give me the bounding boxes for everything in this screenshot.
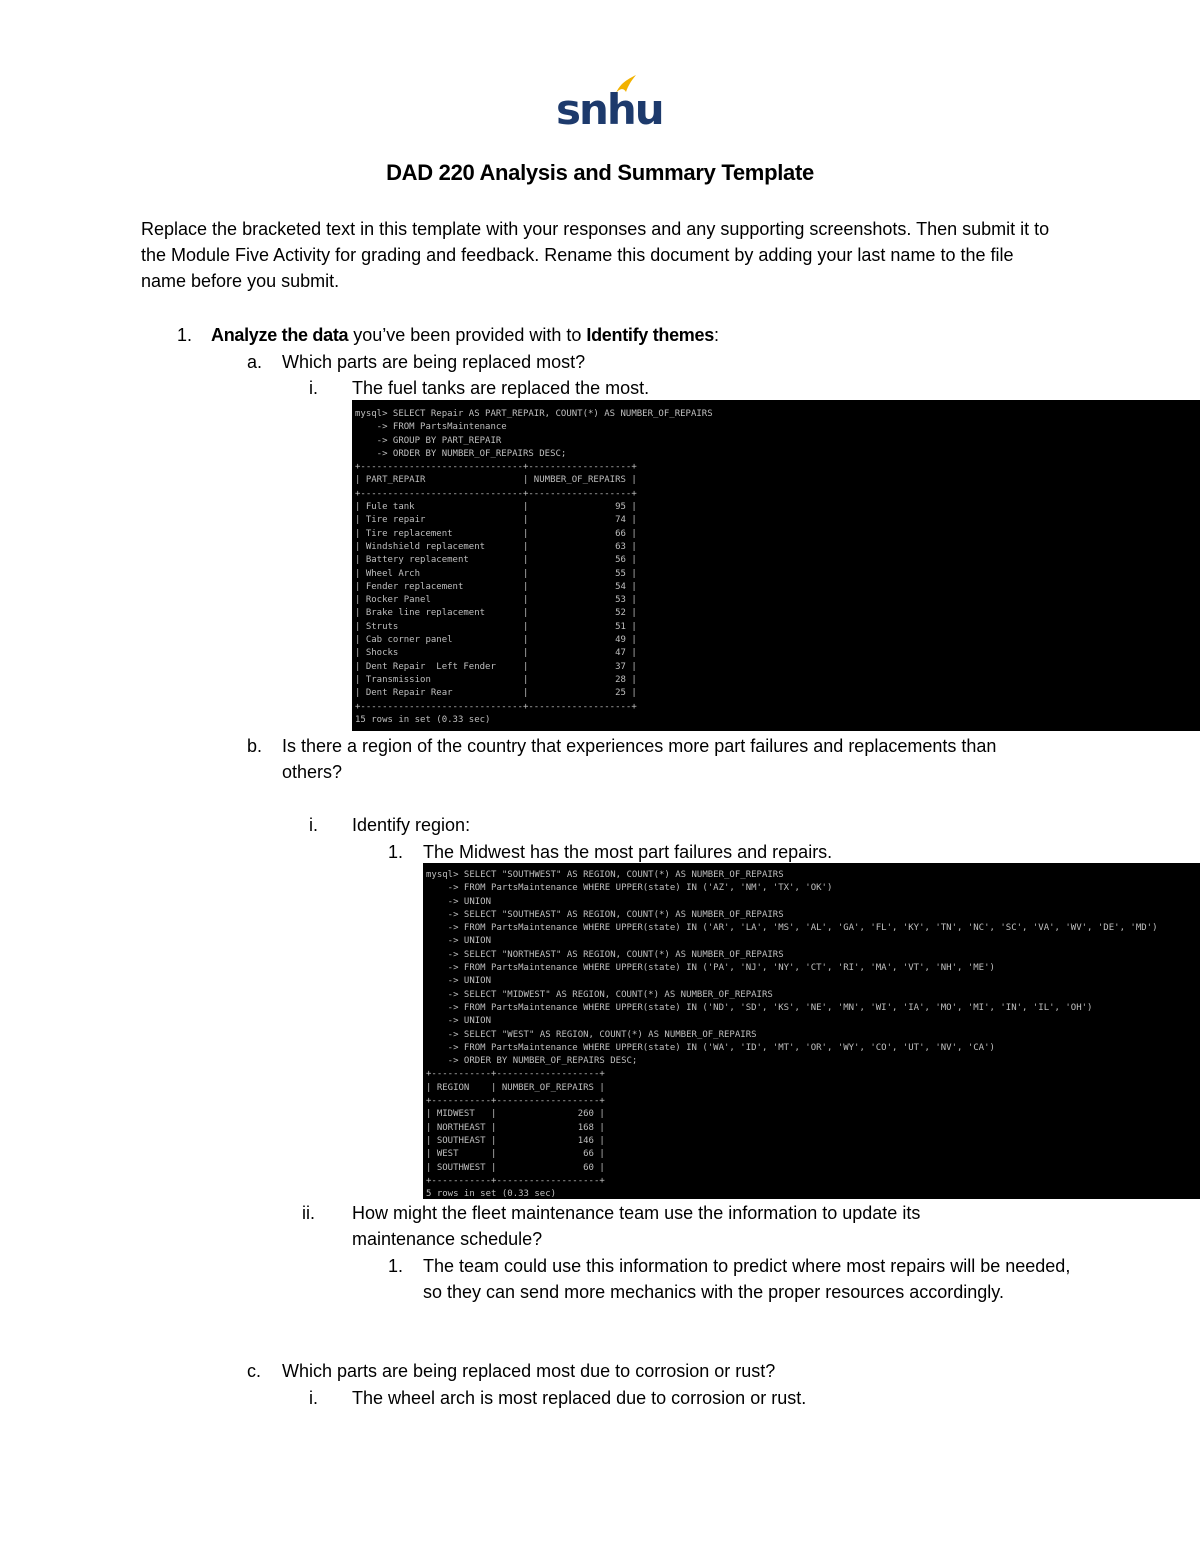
terminal-line: +------------------------------+-------------------+ [355,488,637,499]
terminal-line: | Shocks | 47 | [355,648,637,659]
terminal-line: 5 rows in set (0.33 sec) [426,1189,557,1199]
terminal-line: -> FROM PartsMaintenance WHERE UPPER(state) IN ('PA', 'NJ', 'NY', 'CT', 'RI', 'MA', 'VT', 'NH', 'ME') [426,963,995,974]
terminal-screenshot-regions [423,863,1200,1199]
terminal-line: | Struts | 51 | [355,621,637,632]
terminal-line: +-----------+-------------------+ [426,1175,605,1186]
terminal-line: -> GROUP BY PART_REPAIR [355,435,502,446]
qb-marker: b. [247,736,263,756]
snhu-logo [556,74,663,134]
terminal-line: | Tire replacement | 66 | [355,528,637,539]
terminal-line: | Windshield replacement | 63 | [355,541,637,552]
terminal-line: -> ORDER BY NUMBER_OF_REPAIRS DESC; [355,448,567,459]
terminal-line: mysql> SELECT "SOUTHWEST" AS REGION, COUNT(*) AS NUMBER_OF_REPAIRS [426,870,784,880]
terminal-line: | Fule tank | 95 | [355,502,637,513]
terminal-line: | NORTHEAST | 168 | [426,1122,605,1133]
terminal-line: | MIDWEST | 260 | [426,1109,605,1120]
terminal-line: -> UNION [426,1016,492,1027]
q1-mid-text: you’ve been provided with to [348,325,587,345]
qb-i-1-marker: 1. [388,842,404,862]
qa-question: Which parts are being replaced most? [282,352,586,372]
qc-answer: The wheel arch is most replaced due to corrosion or rust. [352,1388,807,1408]
qb-i-marker: i. [309,815,318,835]
qb-ii-marker: ii. [302,1203,315,1223]
terminal-line: | REGION | NUMBER_OF_REPAIRS | [426,1082,605,1093]
qb-i-text: Identify region: [352,815,471,835]
terminal-line: | Rocker Panel | 53 | [355,595,637,606]
terminal-line: | SOUTHWEST | 60 | [426,1162,605,1173]
terminal-line: -> ORDER BY NUMBER_OF_REPAIRS DESC; [426,1056,638,1067]
q1-bold-themes: Identify themes [586,325,714,345]
terminal-line: | Cab corner panel | 49 | [355,635,637,646]
terminal-line: +-----------+-------------------+ [426,1069,605,1080]
q1-marker: 1. [177,325,193,345]
terminal-screenshot-parts [352,400,1200,731]
intro-paragraph: Replace the bracketed text in this template with your responses and any supporting screenshots. Then submit it to the Module Five Activity for grading and feedback. Rename this document by adding your last name to the file name before you submit. [141,219,1050,291]
qb-ii-1-text: The team could use this information to predict where most repairs will be needed, so they can send more mechanics with the proper resources accordingly. [423,1256,1071,1302]
terminal-line: mysql> SELECT Repair AS PART_REPAIR, COUNT(*) AS NUMBER_OF_REPAIRS [355,409,713,419]
terminal-line: | Fender replacement | 54 | [355,581,637,592]
terminal-line: -> FROM PartsMaintenance WHERE UPPER(state) IN ('AZ', 'NM', 'TX', 'OK') [426,883,833,894]
terminal-line: -> UNION [426,896,492,907]
terminal-line: | Battery replacement | 56 | [355,555,637,566]
document-title: DAD 220 Analysis and Summary Template [386,160,814,185]
qb-i-1-text: The Midwest has the most part failures and repairs. [423,842,833,862]
terminal-line: | SOUTHEAST | 146 | [426,1135,605,1146]
terminal-line: | Transmission | 28 | [355,674,637,685]
terminal-line: +------------------------------+-------------------+ [355,462,637,473]
terminal-line: +-----------+-------------------+ [426,1096,605,1107]
terminal-line: -> SELECT "SOUTHEAST" AS REGION, COUNT(*) AS NUMBER_OF_REPAIRS [426,909,784,920]
terminal-line: -> SELECT "NORTHEAST" AS REGION, COUNT(*) AS NUMBER_OF_REPAIRS [426,949,784,960]
terminal-line: -> SELECT "WEST" AS REGION, COUNT(*) AS NUMBER_OF_REPAIRS [426,1029,757,1040]
terminal-line: | Dent Repair Rear | 25 | [355,688,637,699]
terminal-line: | Dent Repair Left Fender | 37 | [355,661,637,672]
terminal-line: +------------------------------+-------------------+ [355,701,637,712]
terminal-line: -> FROM PartsMaintenance WHERE UPPER(state) IN ('ND', 'SD', 'KS', 'NE', 'MN', 'WI', 'IA', 'MO', 'MI', 'IN', 'IL', 'OH') [426,1002,1093,1013]
terminal-line: -> UNION [426,936,492,947]
terminal-line: -> SELECT "MIDWEST" AS REGION, COUNT(*) AS NUMBER_OF_REPAIRS [426,989,773,1000]
qa-answer: The fuel tanks are replaced the most. [352,378,650,398]
qb-ii-1-marker: 1. [388,1256,404,1276]
qc-answer-marker: i. [309,1388,318,1408]
qc-question: Which parts are being replaced most due to corrosion or rust? [282,1361,776,1381]
q1-bold-analyze: Analyze the data [211,325,349,345]
qc-marker: c. [247,1361,262,1381]
qb-ii-text: How might the fleet maintenance team use the information to update its maintenance schedule? [352,1203,921,1249]
q1-colon: : [713,325,719,345]
q1-heading [211,322,1111,348]
qb-question: Is there a region of the country that experiences more part failures and replacements than others? [282,736,997,782]
terminal-line: | Tire repair | 74 | [355,515,637,526]
terminal-line: | WEST | 66 | [426,1149,605,1160]
terminal-line: 15 rows in set (0.33 sec) [355,714,491,725]
terminal-line: | Wheel Arch | 55 | [355,568,637,579]
terminal-line: | PART_REPAIR | NUMBER_OF_REPAIRS | [355,475,637,486]
terminal-line: | Brake line replacement | 52 | [355,608,637,619]
terminal-line: -> UNION [426,976,492,987]
terminal-line: -> FROM PartsMaintenance WHERE UPPER(state) IN ('WA', 'ID', 'MT', 'OR', 'WY', 'CO', 'UT', 'NV', 'CA') [426,1042,995,1053]
qa-marker: a. [247,352,263,372]
logo-text: snhu [556,85,663,134]
terminal-line: -> FROM PartsMaintenance WHERE UPPER(state) IN ('AR', 'LA', 'MS', 'AL', 'GA', 'FL', 'KY', 'TN', 'NC', 'SC', 'VA', 'WV', 'DE', 'MD') [426,923,1158,934]
qa-answer-marker: i. [309,378,318,398]
terminal-line: -> FROM PartsMaintenance [355,422,507,433]
